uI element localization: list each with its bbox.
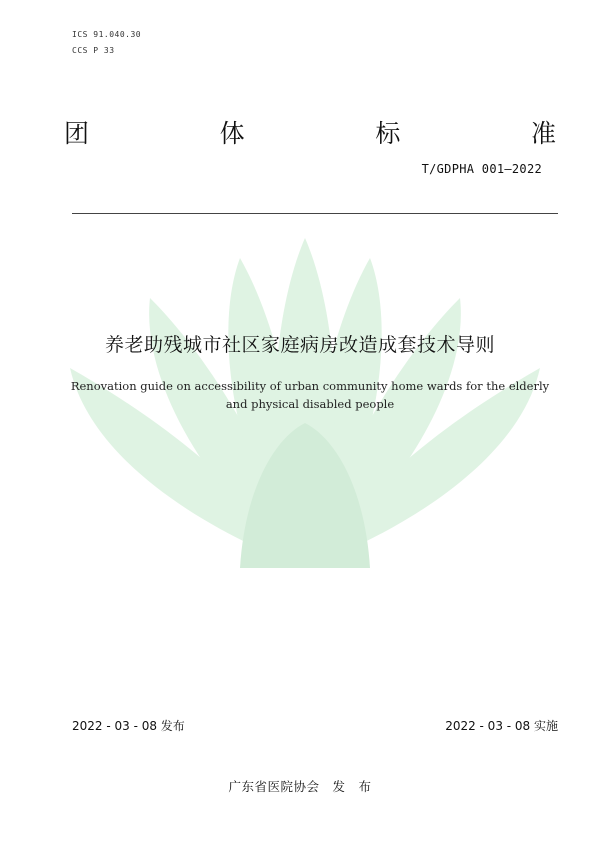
release-date: 2022 - 03 - 08 发布 xyxy=(72,719,185,733)
standard-type-char: 团 xyxy=(64,119,90,148)
document-title-english xyxy=(40,377,580,413)
standard-type-char: 标 xyxy=(375,119,401,148)
english-title-line-2: and physical disabled people xyxy=(225,397,395,411)
ccs-code: CCS P 33 xyxy=(72,46,115,55)
standard-type xyxy=(64,114,556,150)
standard-type-char: 体 xyxy=(219,119,245,148)
english-title-line-1: Renovation guide on accessibility of urban community home wards for the elderly xyxy=(70,379,550,393)
standard-number: T/GDPHA 001—2022 xyxy=(421,162,542,176)
standard-type-char: 准 xyxy=(530,119,556,148)
document-title-chinese: 养老助残城市社区家庭病房改造成套技术导则 xyxy=(104,334,495,356)
implementation-date: 2022 - 03 - 08 实施 xyxy=(445,719,558,733)
publisher: 广东省医院协会 发 布 xyxy=(228,779,372,794)
ics-code: ICS 91.040.30 xyxy=(72,30,142,39)
header-divider xyxy=(72,213,558,214)
